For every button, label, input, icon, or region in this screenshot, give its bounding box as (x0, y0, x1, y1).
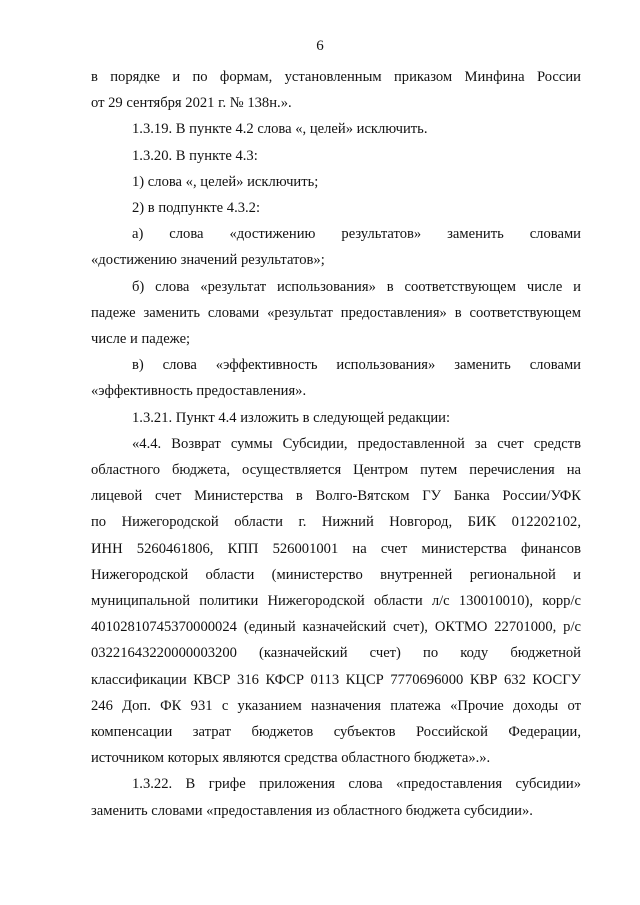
text-line: 03221643220000003200 (казначейский счет) по коду бюджетной (91, 645, 581, 662)
paragraph-p-1-3-20 (91, 143, 581, 169)
text-line: 40102810745370000024 (единый казначейский счет), ОКТМО 22701000, р/с (91, 619, 581, 636)
paragraph-p-sub-2 (91, 195, 581, 221)
text-line: 2) в подпункте 4.3.2: (132, 200, 261, 217)
paragraph-p-sub-b (91, 274, 581, 353)
paragraph-p-1-3-22 (91, 771, 581, 823)
text-line: 1.3.21. Пункт 4.4 изложить в следующей редакции: (132, 409, 451, 426)
page-number: 6 (316, 38, 324, 54)
text-line: лицевой счет Министерства в Волго-Вятском ГУ Банка России/УФК (91, 488, 581, 505)
paragraph-p-sub-1 (91, 169, 581, 195)
text-line: 1) слова «, целей» исключить; (132, 173, 319, 190)
paragraph-p-4-4 (91, 431, 581, 772)
text-line: числе и падеже; (91, 331, 191, 348)
text-line: в порядке и по формам, установленным приказом Минфина России (91, 69, 581, 85)
text-line: компенсации затрат бюджетов субъектов Российской Федерации, (91, 724, 581, 741)
paragraph-p-intro (91, 64, 581, 116)
text-line: Нижегородской области (министерство внутренней региональной и (91, 566, 581, 583)
paragraph-p-sub-a (91, 221, 581, 273)
text-line: классификации КВСР 316 КФСР 0113 КЦСР 7770696000 КВР 632 КОСГУ (91, 671, 581, 688)
paragraph-p-1-3-19 (91, 116, 581, 142)
paragraph-p-1-3-21 (91, 405, 581, 431)
text-line: в) слова «эффективность использования» заменить словами (132, 357, 581, 374)
paragraph-p-sub-v (91, 352, 581, 404)
text-line: 246 Доп. ФК 931 с указанием назначения платежа «Прочие доходы от (91, 697, 581, 714)
text-line: заменить словами «предоставления из областного бюджета субсидии». (91, 802, 533, 819)
text-line: муниципальной политики Нижегородской области л/с 130010010), корр/с (91, 593, 581, 610)
text-line: «достижению значений результатов»; (91, 252, 325, 269)
text-line: от 29 сентября 2021 г. № 138н.». (91, 95, 292, 112)
text-line: «4.4. Возврат суммы Субсидии, предоставленной за счет средств (132, 435, 581, 452)
text-line: по Нижегородской области г. Нижний Новгород, БИК 012202102, (91, 514, 581, 531)
text-line: падеже заменить словами «результат предоставления» в соответствующем (91, 304, 581, 321)
text-line: «эффективность предоставления». (91, 383, 307, 400)
text-line: источником которых являются средства областного бюджета».». (91, 750, 491, 767)
text-line: а) слова «достижению результатов» заменить словами (132, 226, 581, 243)
text-line: б) слова «результат использования» в соответствующем числе и (132, 278, 581, 295)
text-line: 1.3.19. В пункте 4.2 слова «, целей» исключить. (132, 121, 428, 138)
text-line: 1.3.20. В пункте 4.3: (132, 147, 258, 164)
text-line: 1.3.22. В грифе приложения слова «предоставления субсидии» (132, 776, 581, 793)
text-line: областного бюджета, осуществляется Центром путем перечисления на (91, 462, 581, 479)
text-line: ИНН 5260461806, КПП 526001001 на счет министерства финансов (91, 540, 581, 557)
document-body (91, 64, 581, 824)
